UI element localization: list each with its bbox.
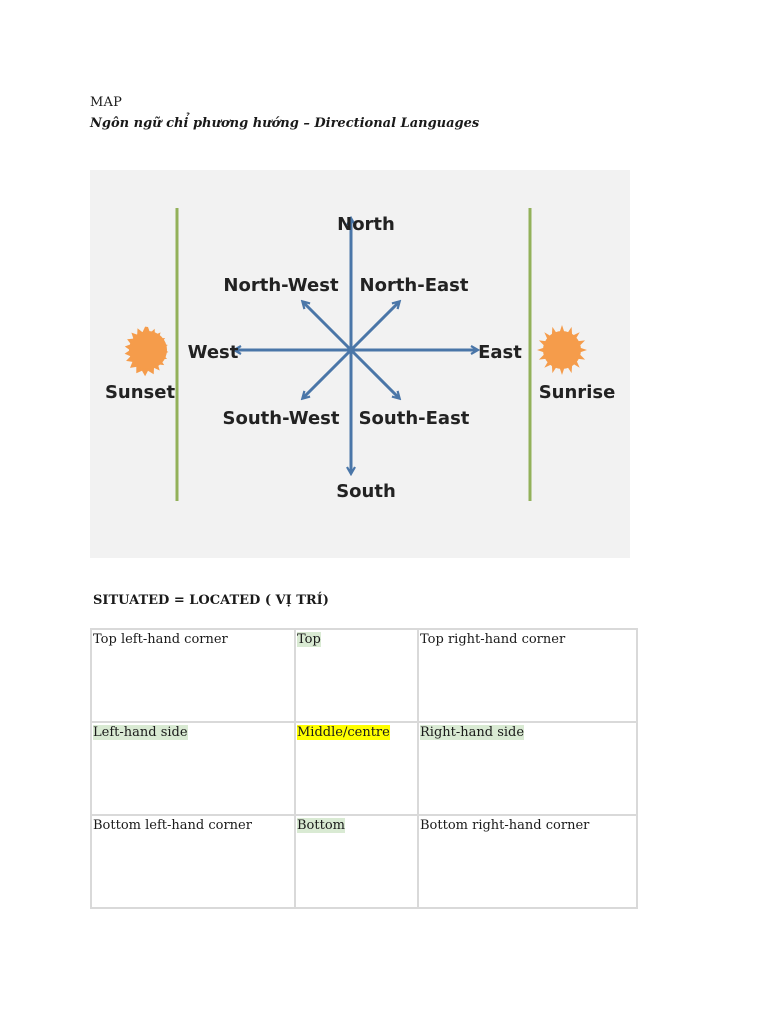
section-heading: SITUATED = LOCATED ( VỊ TRÍ): [93, 593, 329, 608]
table-cell: [418, 815, 637, 908]
compass-figure: [90, 170, 630, 558]
west-label: West: [187, 342, 239, 363]
table-cell: [418, 722, 637, 815]
south-west-arrow: [303, 350, 351, 398]
cell-text-top: Top: [297, 632, 321, 647]
south-label: South: [336, 481, 396, 502]
cell-text-left-side: Left-hand side: [93, 725, 188, 740]
east-label: East: [478, 342, 522, 363]
sunset-sun-icon: [125, 327, 169, 377]
table-row: [91, 815, 637, 908]
cell-text-top-right: Top right-hand corner: [420, 632, 566, 647]
table-row: [91, 629, 637, 722]
table-cell: [91, 815, 295, 908]
cell-text-bottom: Bottom: [297, 818, 345, 833]
cell-text-middle: Middle/centre: [297, 725, 390, 740]
table-cell: [91, 722, 295, 815]
document-title: MAP: [90, 95, 123, 110]
table-cell: [295, 815, 418, 908]
south-east-arrow: [351, 350, 399, 398]
north-west-arrow: [303, 302, 351, 350]
compass-diagram: [90, 170, 630, 558]
north-east-arrow: [351, 302, 399, 350]
sunset-label: Sunset: [104, 382, 176, 403]
table-row: [91, 722, 637, 815]
south-east-label: South-East: [358, 408, 470, 429]
north-east-label: North-East: [359, 275, 469, 296]
cell-text-bottom-left: Bottom left-hand corner: [93, 818, 252, 833]
sunrise-sun-icon: [537, 325, 587, 375]
table-cell: [91, 629, 295, 722]
cell-text-right-side: Right-hand side: [420, 725, 525, 740]
cell-text-bottom-right: Bottom right-hand corner: [420, 818, 590, 833]
table-cell: [418, 629, 637, 722]
document-subtitle: Ngôn ngữ chỉ phương hướng – Directional Languages: [90, 116, 480, 131]
south-west-label: South-West: [222, 408, 340, 429]
sunrise-label: Sunrise: [538, 382, 616, 403]
north-label: North: [337, 214, 395, 235]
cell-text-top-left: Top left-hand corner: [93, 632, 228, 647]
location-table: [90, 628, 638, 909]
north-west-label: North-West: [223, 275, 339, 296]
table-cell: [295, 629, 418, 722]
table-cell: [295, 722, 418, 815]
